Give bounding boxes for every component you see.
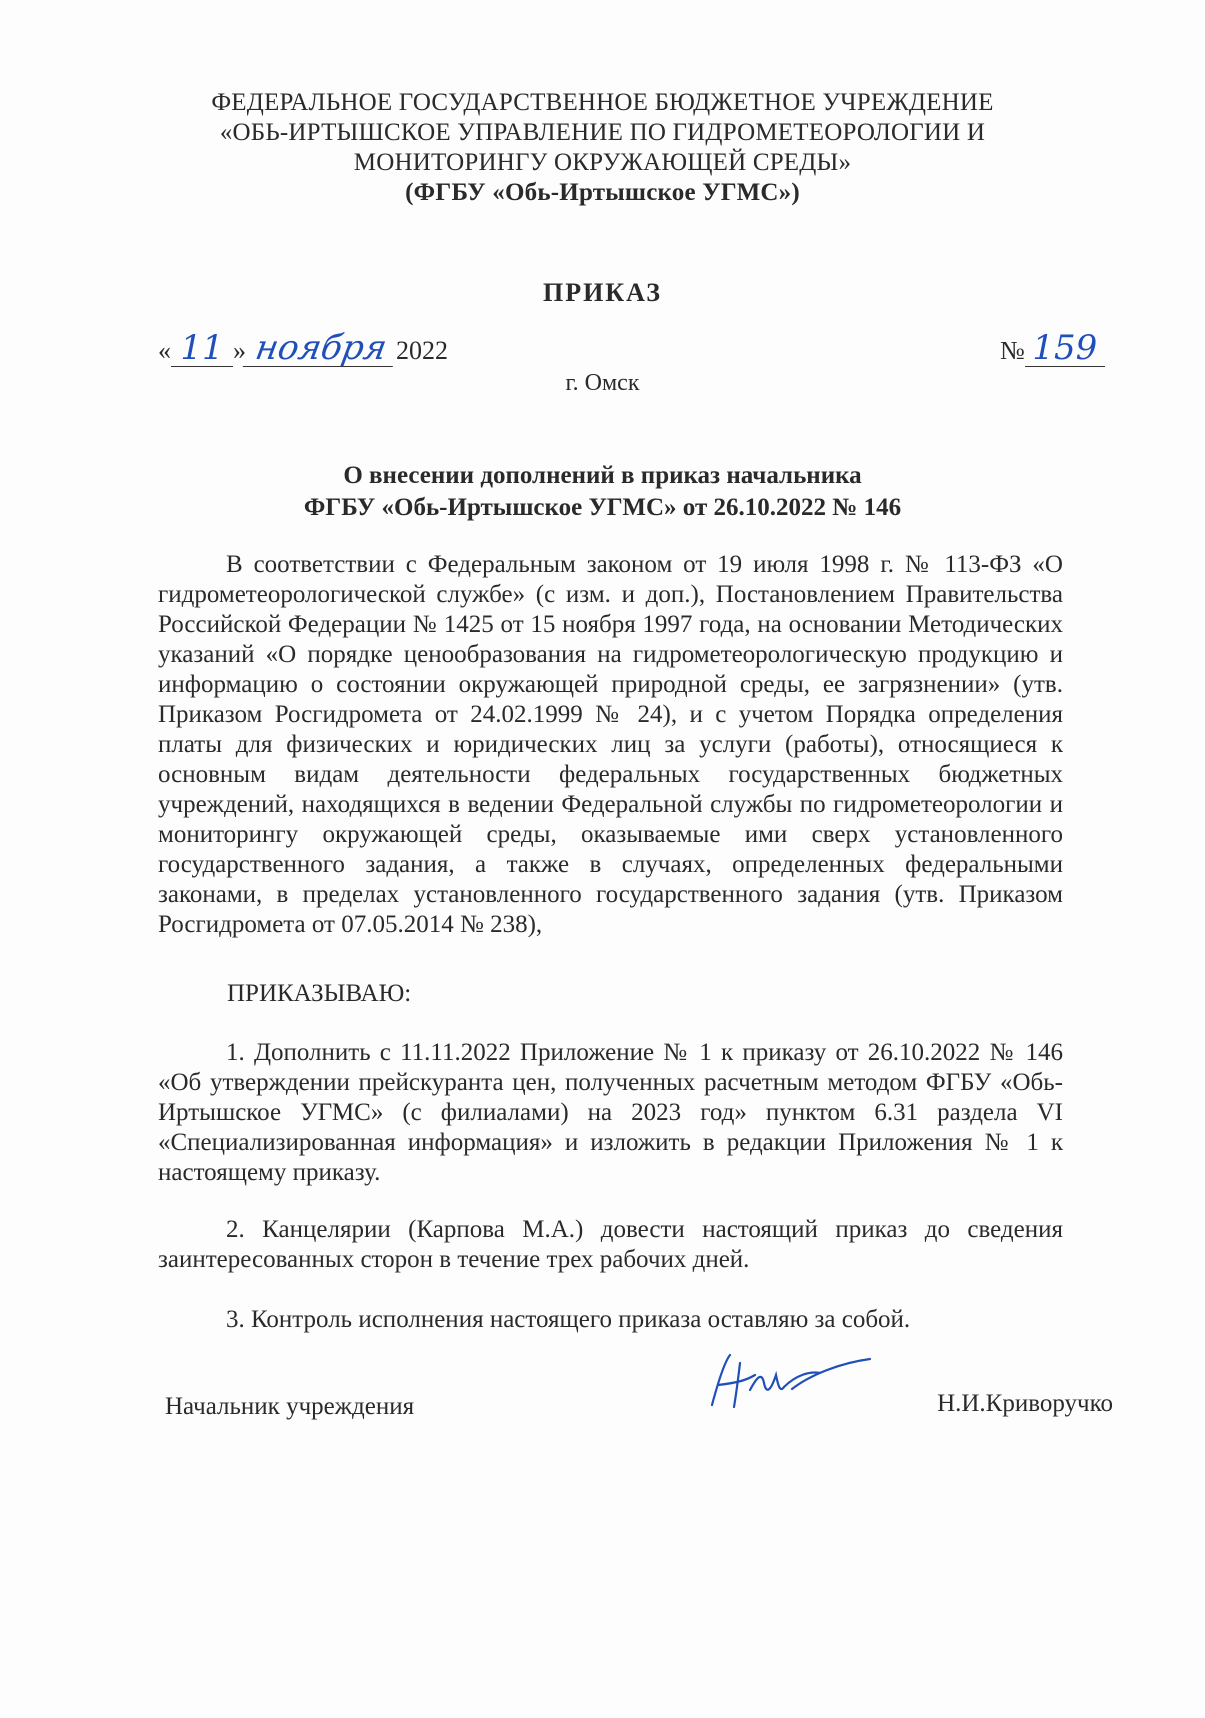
order-subject	[150, 460, 1055, 524]
signatory-position: Начальник учреждения	[165, 1393, 415, 1420]
order-item-3: 3. Контроль исполнения настоящего приказа оставляю за собой.	[226, 1306, 911, 1333]
order-title: ПРИКАЗ	[542, 278, 663, 307]
header-line-2: «ОБЬ-ИРТЫШСКОЕ УПРАВЛЕНИЕ ПО ГИДРОМЕТЕОРОЛОГИИ И	[219, 119, 986, 146]
header-line-3: МОНИТОРИНГУ ОКРУЖАЮЩЕЙ СРЕДЫ»	[353, 149, 852, 176]
order-number	[1000, 330, 1105, 371]
date-day-handwritten: 11	[171, 330, 233, 367]
handwritten-signature-icon	[700, 1345, 880, 1425]
order-item-2: 2. Канцелярии (Карпова М.А.) довести настоящий приказ до сведения заинтересованных сторон в течение трех рабочих дней.	[158, 1216, 1063, 1273]
header-short-name: (ФГБУ «Обь-Иртышское УГМС»)	[405, 179, 800, 206]
order-date	[158, 330, 448, 371]
organization-header	[150, 88, 1055, 208]
city: г. Омск	[565, 370, 640, 396]
header-line-1: ФЕДЕРАЛЬНОЕ ГОСУДАРСТВЕННОЕ БЮДЖЕТНОЕ УЧРЕЖДЕНИЕ	[211, 89, 994, 116]
date-month-handwritten: ноября	[243, 330, 400, 367]
date-year: 2022	[396, 336, 448, 365]
preamble-paragraph: В соответствии с Федеральным законом от 19 июля 1998 г. № 113-ФЗ «О гидрометеорологической службе» (с изм. и доп.), Постановлением Правительства Российской Федерации № 1425 от 15 ноября 1997 года, на основании Методических указаний «О порядке ценообразования на гидрометеорологическую продукцию и информацию о состоянии окружающей природной среды, ее загрязнении» (утв. Приказом Росгидромета от 24.02.1999 № 24), и с учетом Порядка определения платы для физических и юридических лиц за услуги (работы), относящиеся к основным видам деятельности федеральных государственных бюджетных учреждений, находящихся в ведении Федеральной службы по гидрометеорологии и мониторингу окружающей среды, оказываемые ими сверх установленного государственного задания, а также в случаях, определенных федеральными законами, в пределах установленного государственного задания (утв. Приказом Росгидромета от 07.05.2014 № 238),	[158, 551, 1063, 938]
order-item-1: 1. Дополнить с 11.11.2022 Приложение № 1 к приказу от 26.10.2022 № 146 «Об утверждении прейскуранта цен, полученных расчетным методом ФГБУ «Обь-Иртышское УГМС» (с филиалами) на 2023 год» пунктом 6.31 раздела VI «Специализированная информация» и изложить в редакции Приложения № 1 к настоящему приказу.	[158, 1039, 1063, 1186]
number-prefix: №	[1000, 336, 1025, 365]
date-open-quote: «	[158, 336, 171, 365]
subject-line-1: О внесении дополнений в приказ начальника	[343, 462, 862, 489]
date-close-quote: »	[233, 336, 246, 365]
signatory-name: Н.И.Криворучко	[937, 1390, 1113, 1417]
number-handwritten: 159	[1025, 330, 1105, 367]
order-word: ПРИКАЗЫВАЮ:	[227, 980, 412, 1007]
subject-line-2: ФГБУ «Обь-Иртышское УГМС» от 26.10.2022 № 146	[303, 494, 902, 521]
